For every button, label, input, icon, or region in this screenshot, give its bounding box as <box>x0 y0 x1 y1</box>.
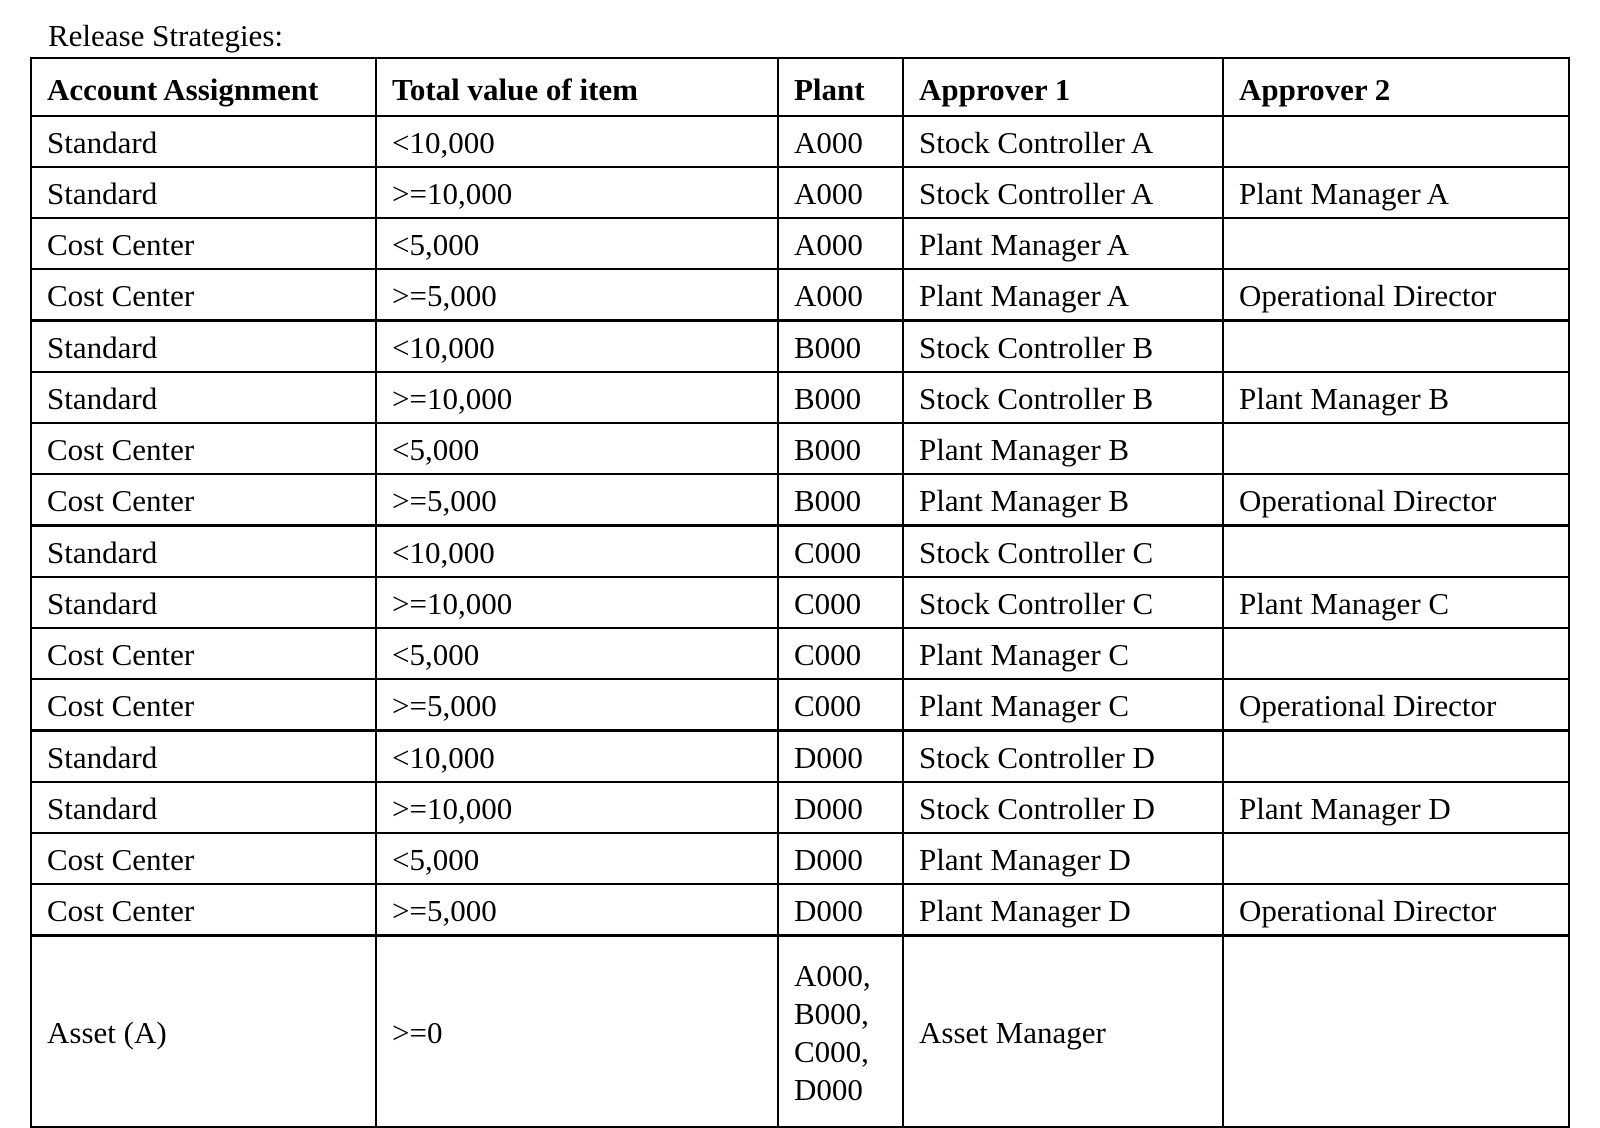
table-row-asset <box>31 936 1569 1128</box>
cell-account-assignment: Standard <box>31 116 376 167</box>
cell-total-value: <5,000 <box>376 423 778 474</box>
cell-total-value: >=5,000 <box>376 884 778 936</box>
cell-total-value: <10,000 <box>376 526 778 578</box>
cell-approver-1: Stock Controller D <box>903 731 1223 783</box>
cell-account-assignment: Standard <box>31 526 376 578</box>
cell-account-assignment: Standard <box>31 577 376 628</box>
cell-approver-1: Stock Controller C <box>903 577 1223 628</box>
cell-approver-2 <box>1223 731 1569 783</box>
cell-account-assignment: Standard <box>31 321 376 373</box>
cell-plant: C000 <box>778 577 903 628</box>
cell-approver-1: Plant Manager C <box>903 628 1223 679</box>
cell-approver-2: Operational Director <box>1223 679 1569 731</box>
cell-account-assignment: Standard <box>31 782 376 833</box>
cell-approver-1: Stock Controller C <box>903 526 1223 578</box>
plant-code: A000, <box>794 958 871 993</box>
cell-approver-2 <box>1223 833 1569 884</box>
cell-approver-1: Plant Manager D <box>903 833 1223 884</box>
cell-total-value: <10,000 <box>376 321 778 373</box>
cell-approver-1: Plant Manager B <box>903 474 1223 526</box>
cell-plant-list <box>778 936 903 1128</box>
table-row <box>31 321 1569 373</box>
plant-code: B000, <box>794 996 869 1031</box>
table-row <box>31 679 1569 731</box>
cell-account-assignment: Standard <box>31 731 376 783</box>
cell-total-value: >=5,000 <box>376 269 778 321</box>
cell-approver-2 <box>1223 116 1569 167</box>
cell-account-assignment: Cost Center <box>31 628 376 679</box>
cell-plant: A000 <box>778 116 903 167</box>
cell-approver-1: Plant Manager A <box>903 269 1223 321</box>
table-header-row <box>31 58 1569 116</box>
cell-plant: D000 <box>778 731 903 783</box>
cell-approver-2 <box>1223 423 1569 474</box>
cell-approver-1: Stock Controller B <box>903 321 1223 373</box>
cell-plant: C000 <box>778 628 903 679</box>
table-body <box>31 116 1569 1127</box>
cell-plant: B000 <box>778 372 903 423</box>
cell-total-value: <5,000 <box>376 218 778 269</box>
cell-approver-1: Stock Controller A <box>903 116 1223 167</box>
cell-plant: A000 <box>778 167 903 218</box>
cell-plant: C000 <box>778 526 903 578</box>
cell-plant: B000 <box>778 423 903 474</box>
table-row <box>31 474 1569 526</box>
table-row <box>31 423 1569 474</box>
column-header-total-value: Total value of item <box>376 58 778 116</box>
table-row <box>31 577 1569 628</box>
cell-plant: B000 <box>778 321 903 373</box>
cell-account-assignment: Cost Center <box>31 679 376 731</box>
cell-approver-1: Plant Manager A <box>903 218 1223 269</box>
cell-account-assignment: Cost Center <box>31 884 376 936</box>
cell-plant: B000 <box>778 474 903 526</box>
cell-total-value: <10,000 <box>376 116 778 167</box>
cell-account-assignment: Cost Center <box>31 833 376 884</box>
cell-total-value: >=5,000 <box>376 474 778 526</box>
cell-approver-2 <box>1223 321 1569 373</box>
cell-approver-2: Operational Director <box>1223 474 1569 526</box>
plant-code: D000 <box>794 1072 863 1107</box>
plant-code: C000, <box>794 1034 869 1069</box>
cell-total-value: <10,000 <box>376 731 778 783</box>
table-row <box>31 218 1569 269</box>
table-caption: Release Strategies: <box>48 18 283 53</box>
table-row <box>31 628 1569 679</box>
cell-approver-2 <box>1223 936 1569 1128</box>
cell-approver-2: Plant Manager A <box>1223 167 1569 218</box>
cell-approver-2: Plant Manager C <box>1223 577 1569 628</box>
cell-approver-1: Plant Manager C <box>903 679 1223 731</box>
column-header-plant: Plant <box>778 58 903 116</box>
cell-total-value: >=10,000 <box>376 782 778 833</box>
column-header-account-assignment: Account Assignment <box>31 58 376 116</box>
table-row <box>31 782 1569 833</box>
table-row <box>31 116 1569 167</box>
cell-total-value: <5,000 <box>376 833 778 884</box>
cell-approver-2: Operational Director <box>1223 269 1569 321</box>
cell-approver-2 <box>1223 628 1569 679</box>
column-header-approver-1: Approver 1 <box>903 58 1223 116</box>
cell-plant: D000 <box>778 782 903 833</box>
cell-total-value: >=10,000 <box>376 167 778 218</box>
table-row <box>31 884 1569 936</box>
cell-total-value: >=5,000 <box>376 679 778 731</box>
table-row <box>31 167 1569 218</box>
cell-total-value: >=0 <box>376 936 778 1128</box>
cell-approver-1: Stock Controller A <box>903 167 1223 218</box>
cell-account-assignment: Asset (A) <box>31 936 376 1128</box>
cell-total-value: >=10,000 <box>376 577 778 628</box>
table-row <box>31 833 1569 884</box>
cell-approver-1: Plant Manager B <box>903 423 1223 474</box>
cell-plant: C000 <box>778 679 903 731</box>
release-strategies-table <box>30 57 1570 1128</box>
cell-total-value: >=10,000 <box>376 372 778 423</box>
cell-total-value: <5,000 <box>376 628 778 679</box>
cell-account-assignment: Cost Center <box>31 269 376 321</box>
cell-approver-2 <box>1223 526 1569 578</box>
column-header-approver-2: Approver 2 <box>1223 58 1569 116</box>
cell-approver-2 <box>1223 218 1569 269</box>
cell-plant: A000 <box>778 269 903 321</box>
cell-approver-1: Asset Manager <box>903 936 1223 1128</box>
cell-plant: A000 <box>778 218 903 269</box>
cell-plant: D000 <box>778 884 903 936</box>
table-row <box>31 372 1569 423</box>
table-row <box>31 269 1569 321</box>
table-row <box>31 731 1569 783</box>
cell-approver-1: Stock Controller D <box>903 782 1223 833</box>
table-row <box>31 526 1569 578</box>
cell-approver-1: Plant Manager D <box>903 884 1223 936</box>
cell-approver-2: Operational Director <box>1223 884 1569 936</box>
cell-account-assignment: Cost Center <box>31 474 376 526</box>
cell-account-assignment: Cost Center <box>31 218 376 269</box>
cell-approver-1: Stock Controller B <box>903 372 1223 423</box>
cell-account-assignment: Standard <box>31 372 376 423</box>
cell-account-assignment: Standard <box>31 167 376 218</box>
cell-account-assignment: Cost Center <box>31 423 376 474</box>
cell-approver-2: Plant Manager B <box>1223 372 1569 423</box>
cell-approver-2: Plant Manager D <box>1223 782 1569 833</box>
cell-plant: D000 <box>778 833 903 884</box>
